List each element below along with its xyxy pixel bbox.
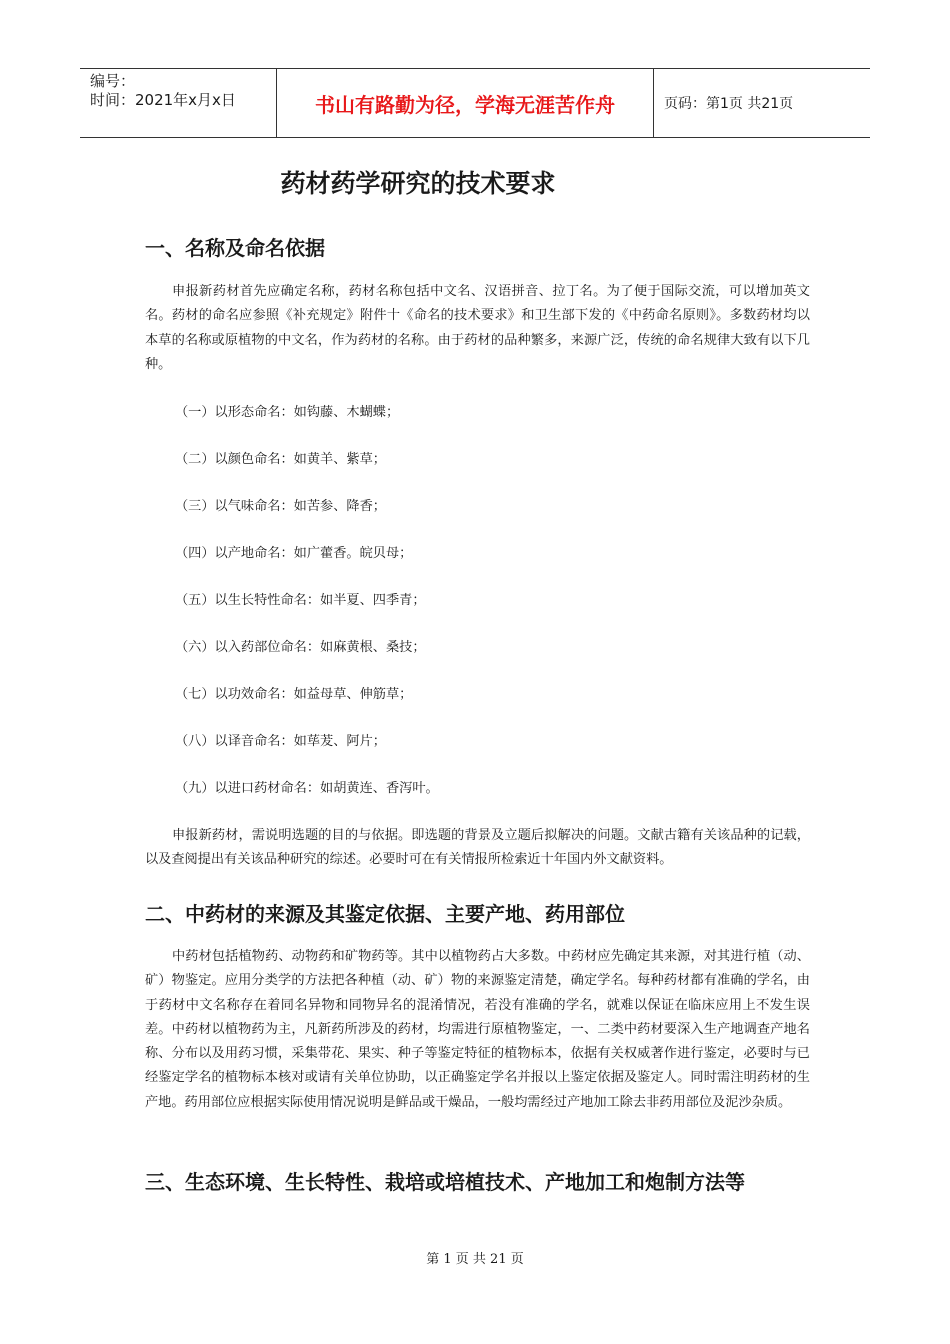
section-3-heading: 三、生态环境、生长特性、栽培或培植技术、产地加工和炮制方法等 (145, 1170, 745, 1194)
header-meta (80, 69, 276, 137)
section-2-heading: 二、中药材的来源及其鉴定依据、主要产地、药用部位 (145, 902, 625, 926)
page-info: 页码：第1页 共21页 (664, 96, 794, 112)
naming-item-9: （九）以进口药材命名：如胡黄连、香泻叶。 (175, 781, 439, 796)
motto: 书山有路勤为径，学海无涯苦作舟 (276, 69, 654, 137)
section-1-heading: 一、名称及命名依据 (145, 236, 325, 260)
naming-item-7: （七）以功效命名：如益母草、伸筋草； (175, 687, 413, 702)
document-title: 药材药学研究的技术要求 (280, 169, 556, 198)
naming-item-2: （二）以颜色命名：如黄羊、紫草； (175, 452, 386, 467)
page-footer: 第 1 页 共 21 页 (426, 1252, 524, 1267)
naming-item-1: （一）以形态命名：如钩藤、木蝴蝶； (175, 405, 400, 420)
naming-item-5: （五）以生长特性命名：如半夏、四季青； (175, 593, 426, 608)
naming-item-3: （三）以气味命名：如苦参、降香； (175, 499, 386, 514)
naming-item-8: （八）以译音命名：如荜茇、阿片； (175, 734, 386, 749)
section-1-closing: 申报新药材，需说明选题的目的与依据。即选题的背景及立题后拟解决的问题。文献古籍有关该品种的记载，以及查阅提出有关该品种研究的综述。必要时可在有关情报所检索近十年国内外文献资料。 (145, 828, 810, 868)
section-2-body: 中药材包括植物药、动物药和矿物药等。其中以植物药占大多数。中药材应先确定其来源，对其进行植（动、矿）物鉴定。应用分类学的方法把各种植（动、矿）物的来源鉴定清楚，确定学名。每种药材都有准确的学名，由于药材中文名称存在着同名异物和同物异名的混淆情况，若没有准确的学名，就难以保证在临床应用上不发生误差。中药材以植物药为主，凡新药所涉及的药材，均需进行原植物鉴定，一、二类中药材要深入生产地调查产地名称、分布以及用药习惯，采集带花、果实、种子等鉴定特征的植物标本，依据有关权威著作进行鉴定，必要时与已经鉴定学名的植物标本核对或请有关单位协助，以正确鉴定学名并报以上鉴定依据及鉴定人。同时需注明药材的生产地。药用部位应根据实际使用情况说明是鲜品或干燥品，一般均需经过产地加工除去非药用部位及泥沙杂质。 (145, 949, 810, 1110)
time-label: 时间：2021年x月x日 (90, 91, 236, 109)
naming-item-6: （六）以入药部位命名：如麻黄根、桑技； (175, 640, 426, 655)
header-table (80, 68, 870, 138)
section-1-intro: 申报新药材首先应确定名称，药材名称包括中文名、汉语拼音、拉丁名。为了便于国际交流，可以增加英文名。药材的命名应参照《补充规定》附件十《命名的技术要求》和卫生部下发的《中药命名原则》。多数药材均以本草的名称或原植物的中文名，作为药材的名称。由于药材的品种繁多，来源广泛，传统的命名规律大致有以下几种。 (145, 284, 810, 372)
number-label: 编号： (90, 72, 136, 90)
naming-item-4: （四）以产地命名：如广藿香。皖贝母； (175, 546, 413, 561)
